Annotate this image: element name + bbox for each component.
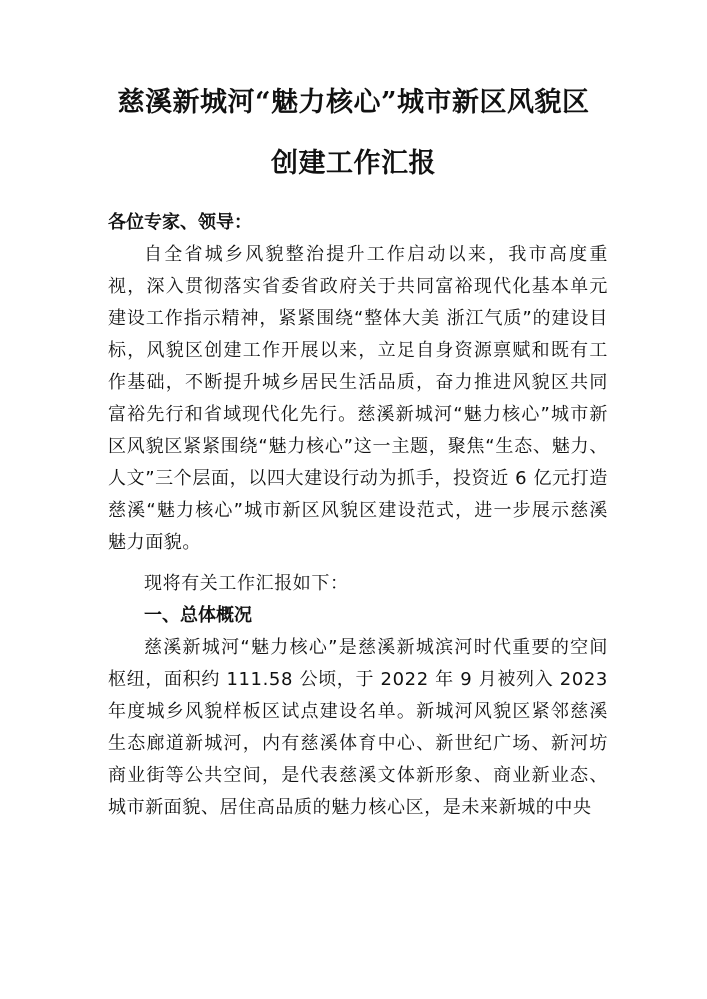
transition-paragraph: 现将有关工作汇报如下：: [144, 573, 349, 594]
document-title-line-2: 创建工作汇报: [271, 148, 436, 179]
overview-paragraph: 慈溪新城河“魅力核心”是慈溪新城滨河时代重要的空间枢纽，面积约 111.58 公顷，于 2022 年 9 月被列入 2023 年度城乡风貌样板区试点建设名单。新城河风貌区紧邻慈溪生态廊道新城河，内有慈溪体育中心、新世纪广场、新河坊商业街等公共空间，是代表慈溪文体新形象、商业新业态、城市新面貌、居住高品质的魅力核心区，是未来新城的中央: [108, 637, 608, 818]
document-body: [108, 207, 608, 824]
salutation: 各位专家、领导：: [108, 212, 252, 233]
section-heading-overview: 一、总体概况: [144, 605, 252, 626]
document-title-line-1: 慈溪新城河“魅力核心”城市新区风貌区: [117, 87, 590, 118]
intro-paragraph: 自全省城乡风貌整治提升工作启动以来，我市高度重视，深入贯彻落实省委省政府关于共同富裕现代化基本单元建设工作指示精神，紧紧围绕“整体大美 浙江气质”的建设目标，风貌区创建工作开展以来，立足自身资源禀赋和既有工作基础，不断提升城乡居民生活品质，奋力推进风貌区共同富裕先行和省域现代化先行。慈溪新城河“魅力核心”城市新区风貌区紧紧围绕“魅力核心”这一主题，聚焦“生态、魅力、人文”三个层面，以四大建设行动为抓手，投资近 6 亿元打造慈溪“魅力核心”城市新区风貌区建设范式，进一步展示慈溪魅力面貌。: [108, 244, 608, 553]
